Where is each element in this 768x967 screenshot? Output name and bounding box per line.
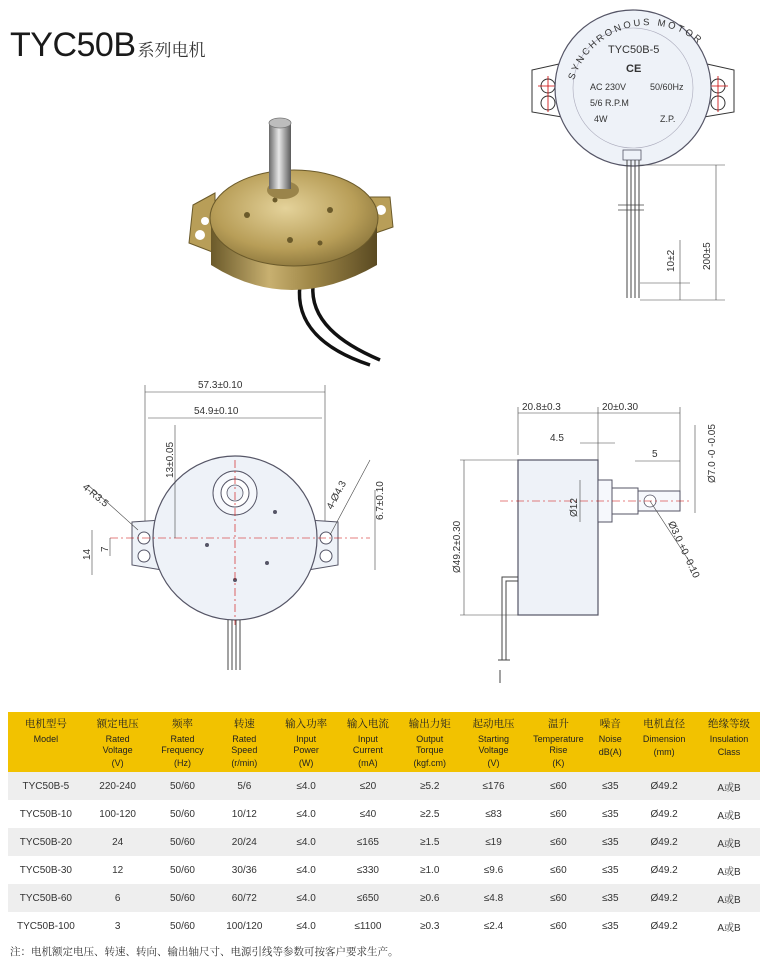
dim-lead-length: 200±5 — [702, 242, 713, 270]
table-row — [8, 828, 760, 856]
table-cell: ≤4.0 — [275, 912, 337, 940]
page-title — [10, 26, 206, 65]
label-power: 4W — [594, 114, 608, 124]
table-cell: TYC50B-100 — [8, 912, 84, 940]
table-row — [8, 800, 760, 828]
table-cell: ≤330 — [337, 856, 399, 884]
table-cell: 220-240 — [84, 772, 152, 800]
table-header-cell — [8, 712, 84, 772]
header-en-label: Rated — [170, 734, 195, 744]
title-model: TYC50B — [10, 26, 136, 64]
dim-small-7: 7 — [100, 546, 111, 552]
table-cell: Ø49.2 — [630, 912, 698, 940]
header-cn-label: 输入功率 — [285, 718, 328, 730]
table-cell: ≤35 — [590, 772, 630, 800]
table-cell: Ø49.2 — [630, 828, 698, 856]
dim-strip-length: 10±2 — [666, 249, 677, 272]
dim-hole-spacing: 54.9±0.10 — [194, 406, 239, 417]
table-cell: ≤2.4 — [461, 912, 527, 940]
side-view-drawing — [440, 395, 740, 685]
header-cn-label: 额定电压 — [96, 718, 139, 730]
table-header-cell — [337, 712, 399, 772]
header-en-label: Dimension — [642, 734, 686, 744]
table-cell: ≤4.0 — [275, 800, 337, 828]
table-cell: 50/60 — [152, 856, 214, 884]
table-cell: ≤60 — [526, 856, 590, 884]
table-cell: A或B — [698, 884, 760, 912]
motor-photo — [175, 115, 410, 370]
header-en-label: Temperature — [533, 734, 584, 744]
header-unit: (r/min) — [231, 758, 258, 768]
table-cell: ≤4.0 — [275, 772, 337, 800]
table-cell: ≤19 — [461, 828, 527, 856]
table-cell: ≤20 — [337, 772, 399, 800]
table-cell: ≤60 — [526, 800, 590, 828]
header-unit: (W) — [298, 758, 314, 768]
table-cell: ≤35 — [590, 912, 630, 940]
header-unit: (V) — [487, 758, 500, 768]
table-cell: ≤4.0 — [275, 884, 337, 912]
spec-table — [8, 712, 760, 940]
table-header-row — [8, 712, 760, 772]
table-cell: TYC50B-60 — [8, 884, 84, 912]
table-header-cell — [590, 712, 630, 772]
label-model: TYC50B-5 — [608, 44, 660, 56]
header-en-label: Input — [296, 734, 317, 744]
table-cell: ≤40 — [337, 800, 399, 828]
header-en-label: Power — [293, 745, 319, 755]
header-cn-label: 起动电压 — [472, 718, 515, 730]
table-cell: TYC50B-20 — [8, 828, 84, 856]
header-cn-label: 输入电流 — [346, 718, 389, 730]
dim-shaft-flat: 5 — [652, 449, 658, 460]
table-cell: 3 — [84, 912, 152, 940]
header-cn-label: 转速 — [233, 718, 255, 730]
table-row — [8, 884, 760, 912]
label-drawing — [520, 0, 768, 315]
header-en-label: Rise — [549, 745, 568, 755]
table-cell: A或B — [698, 828, 760, 856]
header-en-label: Rated — [105, 734, 130, 744]
header-en-label: Noise — [598, 734, 622, 744]
table-body — [8, 772, 760, 940]
dim-small-14: 14 — [82, 548, 93, 560]
header-unit: dB(A) — [598, 747, 622, 757]
table-cell: TYC50B-30 — [8, 856, 84, 884]
dim-overall-width: 57.3±0.10 — [198, 380, 243, 391]
label-ring-text: SYNCHRONOUS MOTOR — [566, 17, 706, 82]
header-en-label: Starting — [477, 734, 510, 744]
header-cn-label: 电机直径 — [643, 718, 686, 730]
table-cell: 24 — [84, 828, 152, 856]
footnote: 注：电机额定电压、转速、转向、输出轴尺寸、电源引线等参数可按客户要求生产。 — [10, 946, 399, 958]
table-cell: TYC50B-10 — [8, 800, 84, 828]
label-ce: CE — [626, 63, 642, 75]
header-en-label: Speed — [231, 745, 258, 755]
table-cell: 50/60 — [152, 828, 214, 856]
table-row — [8, 772, 760, 800]
table-cell: ≥0.6 — [399, 884, 461, 912]
table-row — [8, 912, 760, 940]
header-en-label: Torque — [415, 745, 444, 755]
table-cell: ≤35 — [590, 800, 630, 828]
dim-ear-radius: 4-R3.5 — [80, 481, 111, 510]
dim-body-diameter: Ø49.2±0.30 — [452, 520, 463, 573]
table-cell: ≥2.5 — [399, 800, 461, 828]
table-cell: ≥1.5 — [399, 828, 461, 856]
header-cn-label: 绝缘等级 — [708, 718, 751, 730]
dim-shaft-secondary: Ø3.0 +0 -0.10 — [665, 519, 702, 580]
table-cell: ≤165 — [337, 828, 399, 856]
table-cell: A或B — [698, 912, 760, 940]
table-cell: 6 — [84, 884, 152, 912]
header-en-label: Output — [416, 734, 444, 744]
table-cell: TYC50B-5 — [8, 772, 84, 800]
table-cell: 50/60 — [152, 800, 214, 828]
table-cell: ≤4.8 — [461, 884, 527, 912]
header-en-label: Insulation — [709, 734, 749, 744]
table-cell: 20/24 — [213, 828, 275, 856]
table-cell: 50/60 — [152, 772, 214, 800]
table-header-cell — [698, 712, 760, 772]
table-header-cell — [630, 712, 698, 772]
table-cell: 50/60 — [152, 884, 214, 912]
header-cn-label: 噪音 — [599, 718, 621, 730]
table-header-cell — [213, 712, 275, 772]
dim-boss-diameter: Ø12 — [569, 498, 580, 517]
table-cell: Ø49.2 — [630, 772, 698, 800]
header-en-label: Voltage — [478, 745, 509, 755]
label-voltage: AC 230V — [590, 82, 627, 92]
header-unit: (K) — [552, 758, 565, 768]
table-header-cell — [275, 712, 337, 772]
table-cell: ≥1.0 — [399, 856, 461, 884]
table-cell: ≥5.2 — [399, 772, 461, 800]
table-header-cell — [526, 712, 590, 772]
table-cell: ≤9.6 — [461, 856, 527, 884]
table-cell: ≤35 — [590, 828, 630, 856]
table-cell: ≥0.3 — [399, 912, 461, 940]
table-header-cell — [399, 712, 461, 772]
table-cell: Ø49.2 — [630, 884, 698, 912]
table-cell: 100-120 — [84, 800, 152, 828]
header-en-label: Input — [357, 734, 378, 744]
table-cell: ≤83 — [461, 800, 527, 828]
header-unit: (Hz) — [173, 758, 191, 768]
dim-center-offset: 13±0.05 — [165, 441, 176, 478]
header-unit: (mm) — [653, 747, 675, 757]
header-cn-label: 电机型号 — [24, 718, 67, 730]
header-cn-label: 输出力矩 — [408, 718, 451, 730]
header-en-label: Model — [33, 734, 59, 744]
table-cell: ≤60 — [526, 772, 590, 800]
table-header-cell — [152, 712, 214, 772]
table-cell: ≤60 — [526, 828, 590, 856]
header-unit: (mA) — [358, 758, 378, 768]
table-cell: ≤60 — [526, 912, 590, 940]
table-cell: A或B — [698, 856, 760, 884]
table-cell: 60/72 — [213, 884, 275, 912]
table-cell: ≤4.0 — [275, 828, 337, 856]
table-cell: 12 — [84, 856, 152, 884]
header-en-label: Voltage — [102, 745, 133, 755]
table-cell: Ø49.2 — [630, 800, 698, 828]
header-en-label: Rated — [232, 734, 257, 744]
table-cell: 5/6 — [213, 772, 275, 800]
table-header-cell — [461, 712, 527, 772]
table-row — [8, 856, 760, 884]
front-view-drawing — [70, 370, 400, 670]
label-maker: Z.P. — [660, 114, 676, 124]
table-cell: ≤176 — [461, 772, 527, 800]
table-header-cell — [84, 712, 152, 772]
table-cell: 100/120 — [213, 912, 275, 940]
header-cn-label: 频率 — [171, 718, 193, 730]
header-cn-label: 温升 — [547, 718, 569, 730]
dim-body-depth: 20.8±0.3 — [522, 402, 561, 413]
dim-boss-height: 4.5 — [550, 433, 564, 444]
header-en-label: Frequency — [161, 745, 204, 755]
table-cell: ≤35 — [590, 884, 630, 912]
header-unit: Class — [717, 747, 741, 757]
dim-shaft-diameter: Ø7.0 -0 -0.05 — [707, 424, 718, 483]
table-cell: Ø49.2 — [630, 856, 698, 884]
label-freq: 50/60Hz — [650, 82, 684, 92]
dim-hole-diameter: 4-Ø4.3 — [324, 479, 350, 512]
table-cell: 30/36 — [213, 856, 275, 884]
table-cell: ≤4.0 — [275, 856, 337, 884]
header-unit: (kgf.cm) — [413, 758, 446, 768]
table-cell: ≤650 — [337, 884, 399, 912]
title-series: 系列电机 — [137, 41, 206, 61]
table-cell: ≤1100 — [337, 912, 399, 940]
table-cell: A或B — [698, 800, 760, 828]
table-cell: 50/60 — [152, 912, 214, 940]
header-unit: (V) — [111, 758, 124, 768]
header-en-label: Current — [352, 745, 383, 755]
table-cell: 10/12 — [213, 800, 275, 828]
table-cell: ≤60 — [526, 884, 590, 912]
dim-ear-offset: 6.7±0.10 — [375, 481, 386, 520]
table-cell: A或B — [698, 772, 760, 800]
table-cell: ≤35 — [590, 856, 630, 884]
dim-shaft-length: 20±0.30 — [602, 402, 639, 413]
label-rpm: 5/6 R.P.M — [590, 98, 629, 108]
